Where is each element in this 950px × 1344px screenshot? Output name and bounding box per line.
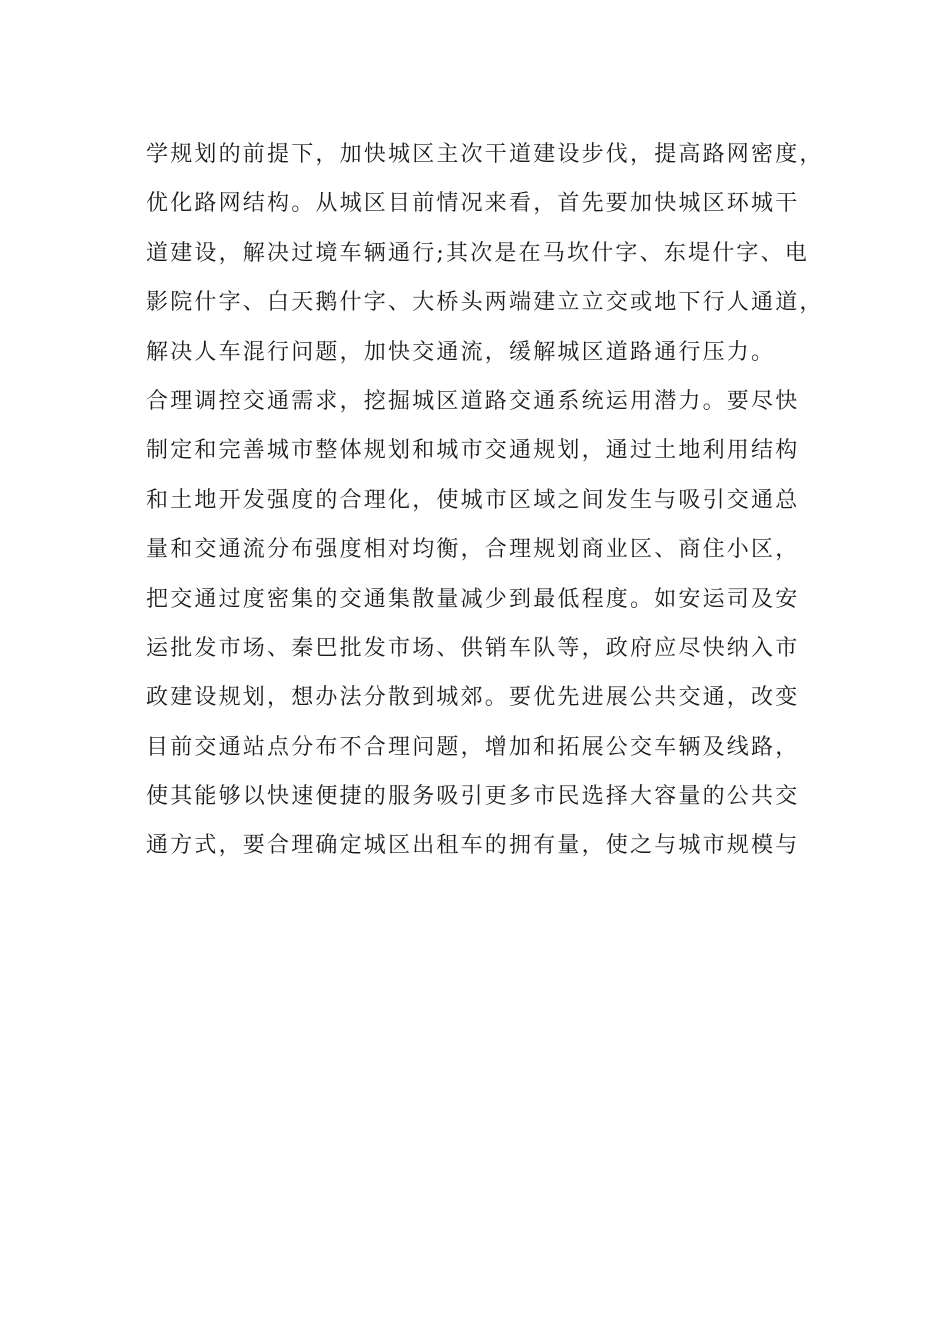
text-line: 解决人车混行问题，加快交通流，缓解城区道路通行压力。 bbox=[146, 339, 776, 365]
text-line: 合理调控交通需求，挖掘城区道路交通系统运用潜力。要尽快 bbox=[146, 388, 800, 414]
text-line: 优化路网结构。从城区目前情况来看，首先要加快城区环城干 bbox=[146, 191, 800, 217]
text-line: 把交通过度密集的交通集散量减少到最低程度。如安运司及安 bbox=[146, 586, 800, 612]
body-text bbox=[146, 130, 826, 871]
text-line: 影院什字、白天鹅什字、大桥头两端建立立交或地下行人通道， bbox=[146, 290, 824, 316]
text-line: 道建设，解决过境车辆通行;其次是在马坎什字、东堤什字、电 bbox=[146, 240, 810, 266]
text-line: 使其能够以快速便捷的服务吸引更多市民选择大容量的公共交 bbox=[146, 784, 800, 810]
text-line: 政建设规划，想办法分散到城郊。要优先进展公共交通，改变 bbox=[146, 685, 800, 711]
text-line: 制定和完善城市整体规划和城市交通规划，通过土地利用结构 bbox=[146, 438, 800, 464]
text-line: 通方式，要合理确定城区出租车的拥有量，使之与城市规模与 bbox=[146, 833, 800, 859]
text-line: 目前交通站点分布不合理问题，增加和拓展公交车辆及线路， bbox=[146, 734, 800, 760]
text-line: 和土地开发强度的合理化，使城市区域之间发生与吸引交通总 bbox=[146, 487, 800, 513]
text-line: 学规划的前提下，加快城区主次干道建设步伐，提高路网密度， bbox=[146, 142, 824, 167]
text-line: 量和交通流分布强度相对均衡，合理规划商业区、商住小区， bbox=[146, 537, 800, 563]
text-line: 运批发市场、秦巴批发市场、供销车队等，政府应尽快纳入市 bbox=[146, 635, 800, 661]
